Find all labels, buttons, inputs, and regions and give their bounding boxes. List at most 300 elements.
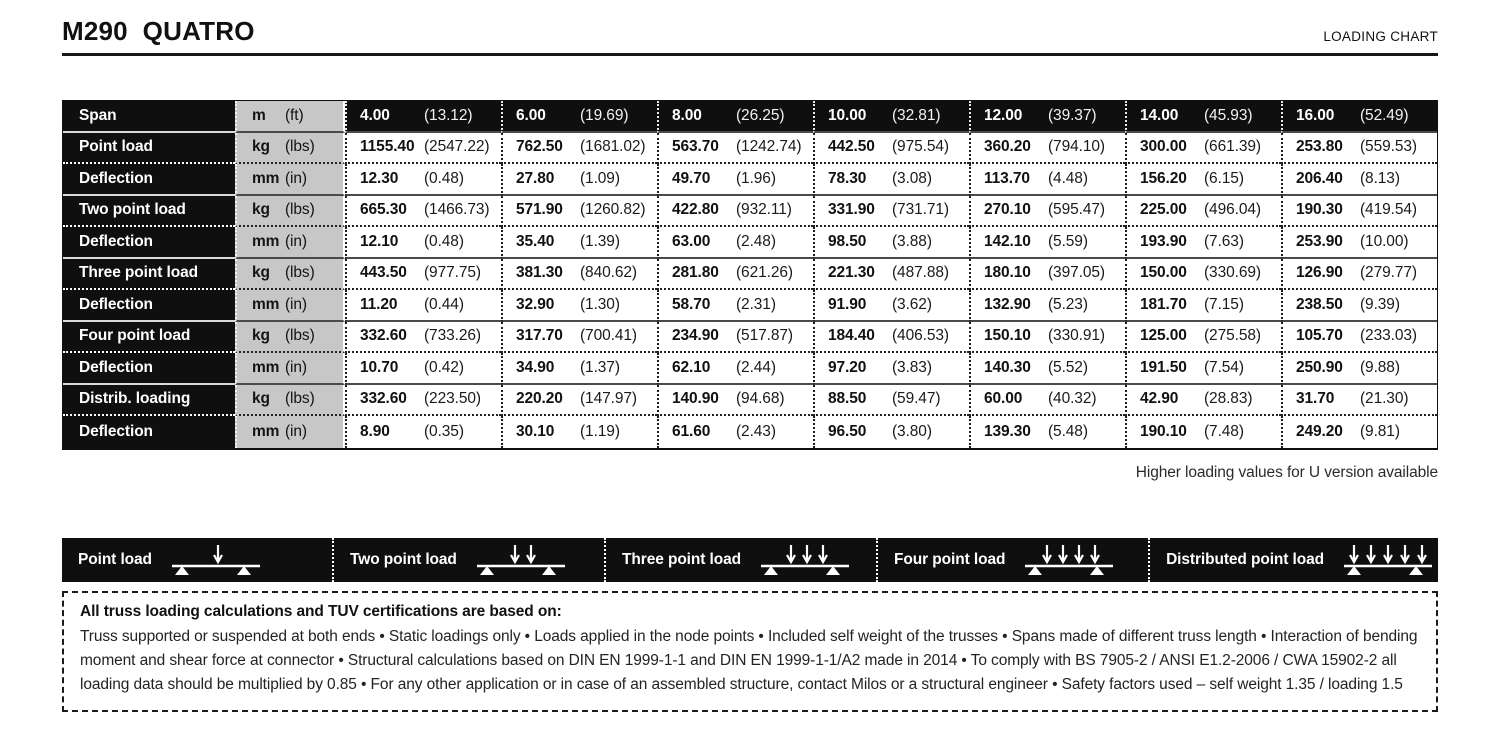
footnote-box [62,591,1438,712]
value-cell [657,101,813,133]
value-cell [345,385,501,417]
value-metric: 132.90 [984,295,1031,313]
value-imperial: (2.44) [736,358,776,376]
value-cell [501,196,657,228]
units-cell [235,164,345,196]
value-cell [1125,385,1281,417]
unit-metric: kg [252,201,270,219]
value-cell [657,353,813,385]
value-imperial: (3.83) [892,358,932,376]
value-imperial: (5.52) [1048,358,1088,376]
value-metric: 180.10 [984,264,1031,282]
value-metric: 12.30 [360,169,399,187]
value-metric: 8.90 [360,422,390,440]
units-cell [235,196,345,228]
value-imperial: (0.42) [424,358,464,376]
value-cell [813,353,969,385]
value-metric: 63.00 [672,232,711,250]
table-row [63,290,1437,322]
value-metric: 139.30 [984,422,1031,440]
value-cell [345,101,501,133]
value-imperial: (9.81) [1360,422,1400,440]
unit-imperial: (lbs) [285,138,315,156]
units-cell [235,322,345,354]
value-metric: 234.90 [672,327,719,345]
unit-metric: mm [252,295,280,313]
table-row [63,259,1437,291]
legend-item-three-point-load [604,538,876,582]
value-imperial: (9.88) [1360,358,1400,376]
unit-metric: mm [252,169,280,187]
value-metric: 42.90 [1140,390,1179,408]
value-imperial: (32.81) [892,106,941,124]
value-cell [657,196,813,228]
value-cell [345,196,501,228]
value-imperial: (2547.22) [424,138,490,156]
value-metric: 8.00 [672,106,702,124]
value-metric: 1155.40 [360,138,415,156]
legend-item-point-load [62,538,332,582]
value-imperial: (3.80) [892,422,932,440]
value-imperial: (52.49) [1360,106,1409,124]
value-metric: 191.50 [1140,358,1187,376]
value-metric: 142.10 [984,232,1031,250]
value-cell [813,259,969,291]
value-metric: 253.90 [1296,232,1343,250]
value-metric: 61.60 [672,422,711,440]
value-cell [1125,353,1281,385]
value-metric: 62.10 [672,358,711,376]
value-imperial: (59.47) [892,390,941,408]
legend-item-four-point-load [876,538,1148,582]
value-imperial: (5.48) [1048,422,1088,440]
value-cell [1125,259,1281,291]
value-cell [657,164,813,196]
value-imperial: (147.97) [580,390,637,408]
u-version-note: Higher loading values for U version available [1135,463,1438,481]
value-metric: 10.00 [828,106,867,124]
value-cell [501,133,657,165]
value-metric: 332.60 [360,390,407,408]
value-cell [501,101,657,133]
row-label [63,196,235,228]
value-imperial: (700.41) [580,327,637,345]
value-imperial: (275.58) [1204,327,1261,345]
value-imperial: (794.10) [1048,138,1105,156]
value-metric: 238.50 [1296,295,1343,313]
unit-imperial: (in) [285,422,307,440]
value-metric: 317.70 [516,327,563,345]
value-imperial: (2.43) [736,422,776,440]
unit-metric: mm [252,422,280,440]
value-metric: 140.90 [672,390,719,408]
unit-imperial: (in) [285,358,307,376]
value-imperial: (7.63) [1204,232,1244,250]
value-imperial: (1466.73) [424,201,490,219]
value-metric: 270.10 [984,201,1031,219]
row-label-text: Span [79,106,117,124]
row-label [63,385,235,417]
value-imperial: (5.23) [1048,295,1088,313]
value-cell [1281,196,1437,228]
value-cell [1281,416,1437,448]
value-imperial: (1.30) [580,295,620,313]
value-metric: 443.50 [360,264,407,282]
value-metric: 360.20 [984,138,1031,156]
value-metric: 381.30 [516,264,563,282]
row-label [63,227,235,259]
unit-imperial: (lbs) [285,390,315,408]
value-imperial: (397.05) [1048,264,1105,282]
unit-metric: m [252,106,266,124]
value-cell [969,133,1125,165]
unit-metric: kg [252,327,270,345]
unit-imperial: (lbs) [285,264,315,282]
value-metric: 98.50 [828,232,867,250]
value-cell [657,385,813,417]
table-row [63,227,1437,259]
legend-label: Point load [78,550,152,568]
value-imperial: (9.39) [1360,295,1400,313]
value-cell [345,259,501,291]
units-cell [235,416,345,448]
value-metric: 16.00 [1296,106,1335,124]
value-imperial: (406.53) [892,327,949,345]
units-cell [235,385,345,417]
value-cell [501,259,657,291]
value-cell [657,322,813,354]
units-cell [235,259,345,291]
value-imperial: (3.62) [892,295,932,313]
value-metric: 571.90 [516,201,563,219]
value-imperial: (3.88) [892,232,932,250]
value-metric: 331.90 [828,201,875,219]
value-imperial: (1.39) [580,232,620,250]
value-metric: 10.70 [360,358,399,376]
value-metric: 78.30 [828,169,867,187]
value-cell [345,290,501,322]
value-imperial: (223.50) [424,390,481,408]
value-imperial: (0.35) [424,422,464,440]
value-metric: 190.10 [1140,422,1187,440]
value-cell [501,416,657,448]
value-cell [969,196,1125,228]
value-metric: 206.40 [1296,169,1343,187]
unit-imperial: (lbs) [285,201,315,219]
value-metric: 563.70 [672,138,719,156]
value-cell [1125,290,1281,322]
value-cell [501,227,657,259]
unit-imperial: (in) [285,295,307,313]
value-metric: 88.50 [828,390,867,408]
value-imperial: (661.39) [1204,138,1261,156]
value-imperial: (621.26) [736,264,793,282]
value-imperial: (26.25) [736,106,785,124]
value-cell [501,353,657,385]
value-metric: 12.10 [360,232,399,250]
value-cell [969,290,1125,322]
value-imperial: (330.91) [1048,327,1105,345]
value-cell [501,322,657,354]
value-imperial: (977.75) [424,264,481,282]
value-cell [501,164,657,196]
row-label-text: Deflection [79,232,153,250]
legend-label: Four point load [894,550,1006,568]
value-cell [657,290,813,322]
value-cell [1125,196,1281,228]
value-metric: 442.50 [828,138,875,156]
legend-item-distributed-point-load [1148,538,1438,582]
value-cell [969,259,1125,291]
unit-imperial: (ft) [285,106,304,124]
value-imperial: (1260.82) [580,201,646,219]
value-metric: 96.50 [828,422,867,440]
value-imperial: (2.48) [736,232,776,250]
value-metric: 27.80 [516,169,555,187]
value-metric: 225.00 [1140,201,1187,219]
value-cell [345,133,501,165]
value-imperial: (10.00) [1360,232,1409,250]
value-cell [813,196,969,228]
value-metric: 49.70 [672,169,711,187]
row-label [63,164,235,196]
table-row [63,133,1437,165]
value-imperial: (1242.74) [736,138,802,156]
value-metric: 221.30 [828,264,875,282]
value-imperial: (330.69) [1204,264,1261,282]
value-cell [657,227,813,259]
value-metric: 34.90 [516,358,555,376]
footnote-heading: All truss loading calculations and TUV certifications are based on: [80,602,562,620]
value-imperial: (5.59) [1048,232,1088,250]
row-label [63,290,235,322]
beam-diagram-icon [755,543,855,577]
value-imperial: (0.44) [424,295,464,313]
page-title: M290 QUATRO [62,16,255,46]
value-metric: 91.90 [828,295,867,313]
value-cell [1125,164,1281,196]
value-imperial: (7.15) [1204,295,1244,313]
value-metric: 140.30 [984,358,1031,376]
value-imperial: (45.93) [1204,106,1253,124]
load-type-legend [62,538,1438,582]
value-metric: 4.00 [360,106,390,124]
unit-metric: kg [252,264,270,282]
value-imperial: (2.31) [736,295,776,313]
value-cell [1281,385,1437,417]
row-label-text: Deflection [79,422,153,440]
value-metric: 181.70 [1140,295,1187,313]
value-metric: 281.80 [672,264,719,282]
value-metric: 125.00 [1140,327,1187,345]
row-label [63,416,235,448]
value-imperial: (517.87) [736,327,793,345]
footnote-body: Truss supported or suspended at both ends • Static loadings only • Loads applied in the node points • Included self weight of the trusses • Spans made of different truss length • Interaction of bending moment and shear force at connector • Structural calculations based on DIN EN 1999-1-1 and DIN EN 1999-1-1/A2 made in 2014 • To comply with BS 7905-2 / ANSI E1.2-2006 / CWA 15902-2 all loading data should be multiplied by 0.85 • For any other application or in case of an assembled structure, contact Milos or a structural engineer • Safety factors used – self weight 1.35 / loading 1.5 [80,627,1418,693]
value-metric: 60.00 [984,390,1023,408]
value-metric: 97.20 [828,358,867,376]
value-metric: 31.70 [1296,390,1335,408]
table-row [63,196,1437,228]
value-imperial: (279.77) [1360,264,1417,282]
value-metric: 105.70 [1296,327,1343,345]
value-imperial: (7.54) [1204,358,1244,376]
unit-metric: mm [252,358,280,376]
value-cell [813,385,969,417]
row-label [63,101,235,133]
value-metric: 11.20 [360,295,398,313]
legend-label: Distributed point load [1166,550,1325,568]
unit-metric: kg [252,138,270,156]
value-imperial: (1681.02) [580,138,646,156]
value-cell [345,353,501,385]
value-imperial: (975.54) [892,138,949,156]
row-label-text: Deflection [79,295,153,313]
loading-table [62,100,1438,450]
legend-label: Two point load [350,550,457,568]
value-metric: 422.80 [672,201,719,219]
value-cell [813,133,969,165]
value-cell [969,101,1125,133]
value-cell [1281,322,1437,354]
value-cell [345,227,501,259]
value-cell [969,164,1125,196]
value-cell [657,133,813,165]
units-cell [235,133,345,165]
value-metric: 12.00 [984,106,1023,124]
value-imperial: (233.03) [1360,327,1417,345]
value-metric: 762.50 [516,138,563,156]
value-cell [813,290,969,322]
value-imperial: (487.88) [892,264,949,282]
value-metric: 249.20 [1296,422,1343,440]
unit-imperial: (in) [285,169,307,187]
row-label-text: Distrib. loading [79,390,191,408]
value-metric: 300.00 [1140,138,1187,156]
value-imperial: (932.11) [736,201,792,219]
row-label-text: Three point load [79,264,198,282]
value-imperial: (94.68) [736,390,785,408]
value-imperial: (496.04) [1204,201,1261,219]
value-imperial: (6.15) [1204,169,1244,187]
table-row [63,164,1437,196]
units-cell [235,227,345,259]
value-metric: 150.00 [1140,264,1187,282]
value-imperial: (3.08) [892,169,932,187]
table-row [63,353,1437,385]
beam-diagram-icon [1338,543,1438,577]
value-imperial: (4.48) [1048,169,1088,187]
value-metric: 332.60 [360,327,407,345]
value-cell [657,259,813,291]
row-label-text: Two point load [79,201,186,219]
value-metric: 150.10 [984,327,1031,345]
value-cell [813,164,969,196]
value-cell [1125,227,1281,259]
value-cell [1281,164,1437,196]
row-label [63,259,235,291]
value-imperial: (595.47) [1048,201,1105,219]
value-metric: 190.30 [1296,201,1343,219]
value-metric: 30.10 [516,422,555,440]
value-cell [1125,101,1281,133]
span-header-row [63,101,1437,133]
unit-metric: kg [252,390,270,408]
beam-diagram-icon [166,543,266,577]
value-cell [1281,101,1437,133]
value-metric: 156.20 [1140,169,1187,187]
units-cell [235,101,345,133]
unit-imperial: (lbs) [285,327,315,345]
value-metric: 250.90 [1296,358,1343,376]
value-imperial: (419.54) [1360,201,1417,219]
value-metric: 6.00 [516,106,546,124]
value-imperial: (1.37) [580,358,620,376]
units-cell [235,353,345,385]
value-cell [969,322,1125,354]
table-row [63,416,1437,448]
value-cell [813,416,969,448]
value-cell [1281,290,1437,322]
value-imperial: (840.62) [580,264,637,282]
legend-label: Three point load [622,550,741,568]
value-metric: 220.20 [516,390,563,408]
beam-diagram-icon [1019,543,1119,577]
value-metric: 184.40 [828,327,875,345]
table-row [63,322,1437,354]
row-label-text: Deflection [79,358,153,376]
value-imperial: (21.30) [1360,390,1409,408]
value-cell [345,164,501,196]
loading-chart-label: LOADING CHART [1323,29,1438,44]
value-imperial: (7.48) [1204,422,1244,440]
value-imperial: (0.48) [424,169,464,187]
value-metric: 58.70 [672,295,711,313]
value-imperial: (733.26) [424,327,481,345]
value-metric: 126.90 [1296,264,1343,282]
row-label-text: Four point load [79,327,191,345]
value-imperial: (731.71) [892,201,949,219]
value-imperial: (40.32) [1048,390,1097,408]
value-metric: 35.40 [516,232,555,250]
value-cell [345,416,501,448]
row-label [63,133,235,165]
row-label [63,322,235,354]
value-cell [969,353,1125,385]
table-row [63,385,1437,417]
legend-item-two-point-load [332,538,604,582]
value-cell [969,385,1125,417]
value-metric: 14.00 [1140,106,1179,124]
value-metric: 113.70 [984,169,1030,187]
value-imperial: (19.69) [580,106,629,124]
value-cell [345,322,501,354]
header [62,0,1438,56]
value-cell [657,416,813,448]
unit-metric: mm [252,232,280,250]
row-label [63,353,235,385]
value-cell [501,290,657,322]
beam-diagram-icon [471,543,571,577]
value-cell [969,416,1125,448]
value-metric: 253.80 [1296,138,1343,156]
units-cell [235,290,345,322]
value-cell [813,101,969,133]
value-imperial: (39.37) [1048,106,1097,124]
value-cell [969,227,1125,259]
value-imperial: (1.96) [736,169,776,187]
value-cell [1125,416,1281,448]
value-cell [1125,322,1281,354]
